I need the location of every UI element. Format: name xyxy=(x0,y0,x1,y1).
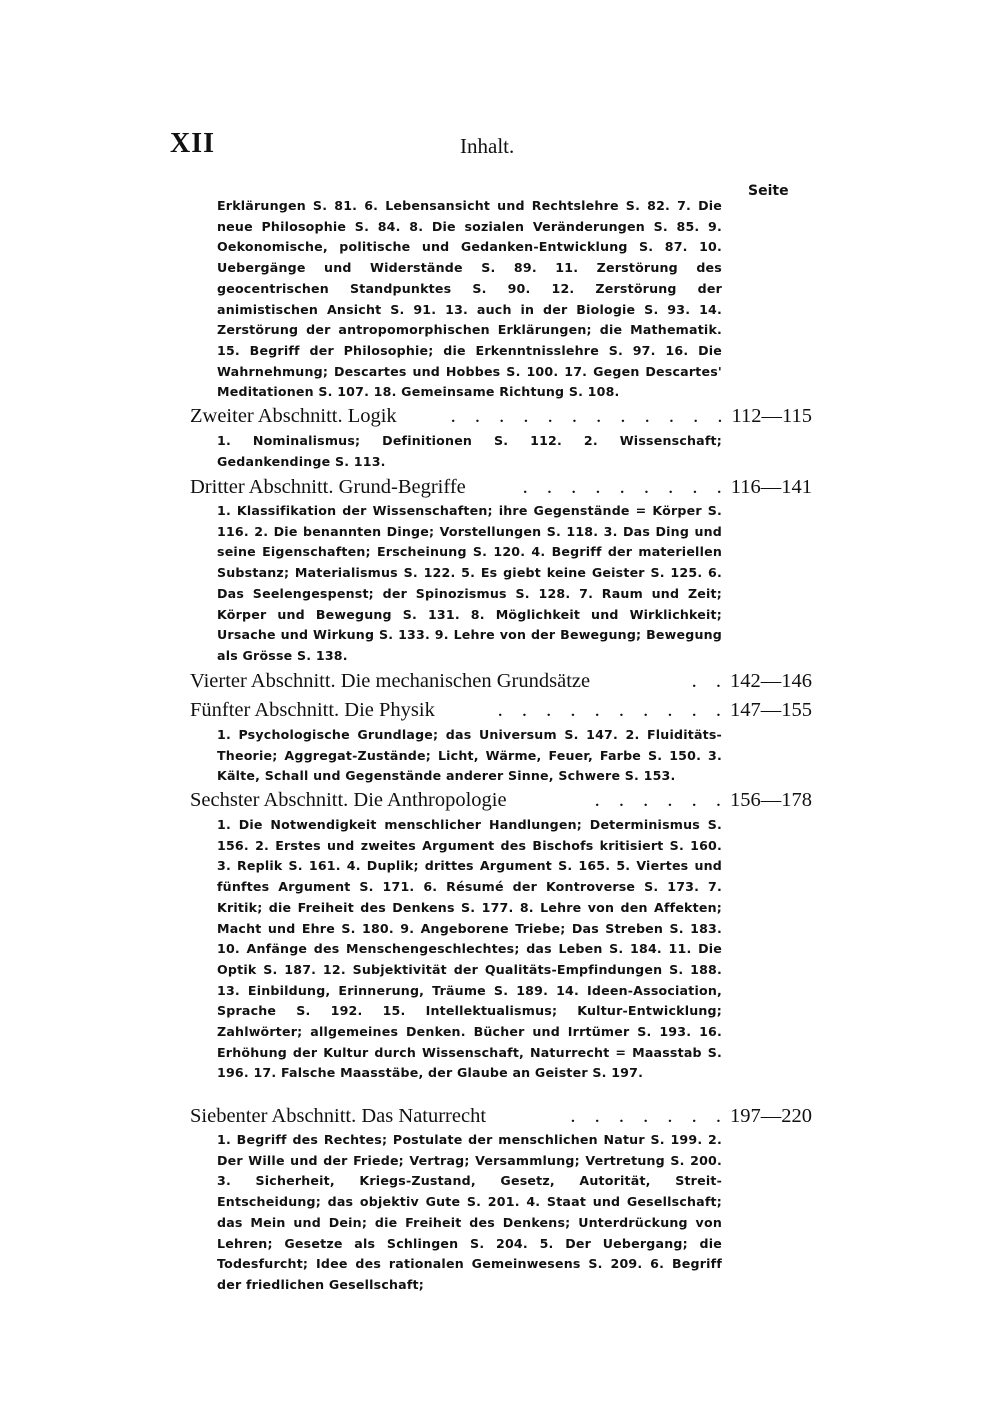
toc-entry-sechster-abschnitt[interactable] xyxy=(190,789,812,815)
toc-page-range: 156—178 xyxy=(730,789,812,811)
toc-leader-dots: . . . . . . . . . xyxy=(522,476,729,498)
toc-leader-dots: . . . . . . . xyxy=(570,1105,728,1127)
page-number: XII xyxy=(170,128,216,159)
toc-entry-siebenter-abschnitt[interactable] xyxy=(190,1105,812,1131)
toc-page-range: 116—141 xyxy=(730,476,812,498)
section-summary-dritter: 1. Klassifikation der Wissenschaften; ihre Gegenstände = Körper S. 116. 2. Die benannten Dinge; Vorstellungen S. 118. 3. Das Ding und seine Eigenschaften; Erscheinung S. 120. 4. Begriff der materiellen Substanz; Materialismus S. 122. 5. Es giebt keine Geister S. 125. 6. Das Seelengespenst; der Spinozismus S. 128. 7. Raum und Zeit; Körper und Bewegung S. 131. 8. Möglichkeit und Wirklichkeit; Ursache und Wirkung S. 133. 9. Lehre von der Bewegung; Bewegung als Grösse S. 138. xyxy=(217,503,722,663)
toc-leader-dots: . . . . . . . . . . xyxy=(497,699,728,721)
toc-entry-title: Vierter Abschnitt. Die mechanischen Grundsätze xyxy=(190,670,591,692)
section-summary-fuenfter: 1. Psychologische Grundlage; das Universum S. 147. 2. Fluiditäts-Theorie; Aggregat-Zustände; Licht, Wärme, Feuer, Farbe S. 150. 3. Kälte, Schall und Gegenstände anderer Sinne, Schwere S. 153. xyxy=(217,727,722,784)
toc-entry-title: Dritter Abschnitt. Grund-Begriffe xyxy=(190,476,466,498)
toc-page-range: 112—115 xyxy=(731,405,812,427)
seite-column-label: Seite xyxy=(748,183,789,199)
toc-entry-title: Fünfter Abschnitt. Die Physik xyxy=(190,699,435,721)
toc-leader-dots: . . . . . . . . . . . . xyxy=(450,405,730,427)
toc-entry-fuenfter-abschnitt[interactable] xyxy=(190,699,812,725)
toc-entry-zweiter-abschnitt[interactable] xyxy=(190,405,812,431)
toc-entry-title: Zweiter Abschnitt. Logik xyxy=(190,405,397,427)
toc-entry-title: Siebenter Abschnitt. Das Naturrecht xyxy=(190,1105,487,1127)
toc-entry-dritter-abschnitt[interactable] xyxy=(190,476,812,502)
section-summary-zweiter: 1. Nominalismus; Definitionen S. 112. 2. Wissenschaft; Gedankendinge S. 113. xyxy=(217,433,722,469)
toc-leader-dots: . . . . . . xyxy=(594,789,728,811)
section-summary-sechster: 1. Die Notwendigkeit menschlicher Handlungen; Determinismus S. 156. 2. Erstes und zweites Argument des Bischofs kritisiert S. 160. 3. Replik S. 161. 4. Duplik; drittes Argument S. 165. 5. Viertes und fünftes Argument S. 171. 6. Résumé der Kontroverse S. 173. 7. Kritik; die Freiheit des Denkens S. 177. 8. Lehre von den Affekten; Macht und Ehre S. 180. 9. Angeborene Triebe; Das Streben S. 183. 10. Anfänge des Menschengeschlechtes; das Leben S. 184. 11. Die Optik S. 187. 12. Subjektivität der Qualitäts-Empfindungen S. 188. 13. Einbildung, Erinnerung, Träume S. 189. 14. Ideen-Association, Sprache S. 192. 15. Intellektualismus; Kultur-Entwicklung; Zahlwörter; allgemeines Denken. Bücher und Irrtümer S. 193. 16. Erhöhung der Kultur durch Wissenschaft, Naturrecht = Maasstab S. 196. 17. Falsche Maasstäbe, der Glaube an Geister S. 197. xyxy=(217,817,722,1081)
running-head: Inhalt. xyxy=(460,134,515,158)
section-summary-continued: Erklärungen S. 81. 6. Lebensansicht und Rechtslehre S. 82. 7. Die neue Philosophie S. 84. 8. Die sozialen Veränderungen S. 85. 9. Oekonomische, politische und Gedanken-Entwicklung S. 87. 10. Uebergänge und Widerstände S. 89. 11. Zerstörung des geocentrischen Standpunktes S. 90. 12. Zerstörung der animistischen Ansicht S. 91. 13. auch in der Biologie S. 93. 14. Zerstörung der antropomorphischen Erklärungen; die Mathematik. 15. Begriff der Philosophie; die Erkenntnisslehre S. 97. 16. Die Wahrnehmung; Descartes und Hobbes S. 100. 17. Gegen Descartes' Meditationen S. 107. 18. Gemeinsame Richtung S. 108. xyxy=(217,198,722,400)
section-summary-siebenter: 1. Begriff des Rechtes; Postulate der menschlichen Natur S. 199. 2. Der Wille und der Friede; Vertrag; Versammlung; Vertretung S. 200. 3. Sicherheit, Kriegs-Zustand, Gesetz, Autorität, Streit-Entscheidung; das objektiv Gute S. 201. 4. Staat und Gesellschaft; das Mein und Dein; die Freiheit des Denkens; Unterdrückung von Lehren; Gesetze als Schlingen S. 204. 5. Der Uebergang; die Todesfurcht; Idee des rationalen Gemeinwesens S. 209. 6. Begriff der friedlichen Gesellschaft; xyxy=(217,1132,722,1292)
toc-leader-dots: . . xyxy=(691,670,728,692)
toc-page-range: 142—146 xyxy=(730,670,812,692)
toc-entry-vierter-abschnitt[interactable] xyxy=(190,670,812,696)
toc-page-range: 197—220 xyxy=(730,1105,812,1127)
toc-page-range: 147—155 xyxy=(730,699,812,721)
toc-entry-title: Sechster Abschnitt. Die Anthropologie xyxy=(190,789,507,811)
